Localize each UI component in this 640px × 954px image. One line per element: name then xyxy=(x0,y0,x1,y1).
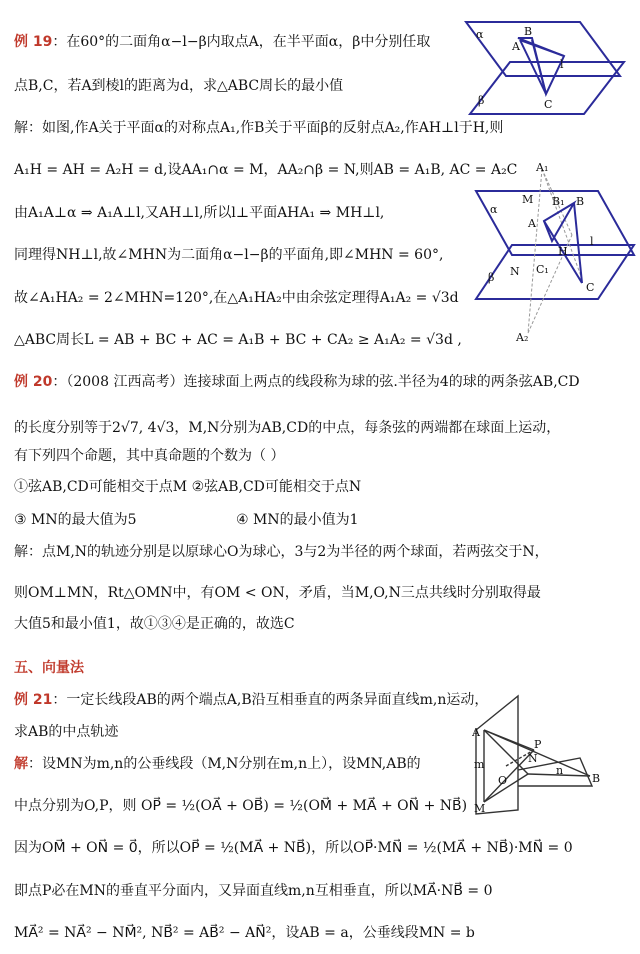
ex21-line-1 xyxy=(14,690,488,710)
ex19-line-6: 同理得NH⊥l,故∠MHN为二面角α−l−β的平面角,即∠MHN = 60°, xyxy=(14,247,444,263)
fig2-C1: C₁ xyxy=(536,263,549,276)
ex20-line-7: 则OM⊥MN，Rt△OMN中，有OM < ON，矛盾，当M,O,N三点共线时分别取得最 xyxy=(14,585,541,601)
fig3-M: M xyxy=(474,802,486,815)
fig3-n: n xyxy=(556,764,564,777)
fig1-B: B xyxy=(524,25,533,38)
ex20-line-4: ①弦AB,CD可能相交于点M ②弦AB,CD可能相交于点N xyxy=(14,479,362,495)
figure-reflection xyxy=(470,163,636,343)
ex21-line-3 xyxy=(14,754,421,774)
fig1-A: A xyxy=(512,40,520,53)
ex19-line-1 xyxy=(14,32,430,52)
fig2-B1: B₁ xyxy=(552,195,565,208)
fig2-H: H xyxy=(558,245,568,258)
ex21-line-7: MA⃗² = NA⃗² − NM⃗², NB⃗² = AB⃗² − AN⃗²，设AB = a，公垂线段MN = b xyxy=(14,925,475,941)
fig2-beta: β xyxy=(488,271,495,284)
fig2-A2: A₂ xyxy=(516,331,529,343)
ex19-line-5: 由A₁A⊥α ⇒ A₁A⊥l,又AH⊥l,所以l⊥平面AHA₁ ⇒ MH⊥l, xyxy=(14,205,385,221)
ex19-line-3: 解：如图,作A关于平面α的对称点A₁,作B关于平面β的反射点A₂,作AH⊥l于H,则 xyxy=(14,120,504,136)
ex19-line-8: △ABC周长L = AB + BC + AC = A₁B + BC + CA₂ ≥ A₁A₂ = √3d , xyxy=(14,332,462,348)
ex20-line-8: 大值5和最小值1，故①③④是正确的，故选C xyxy=(14,616,295,632)
ex19-line-4: A₁H = AH = A₂H = d,设AA₁∩α = M，AA₂∩β = N,则AB = A₁B, AC = A₂C xyxy=(14,162,518,178)
ex20-line-1 xyxy=(14,372,580,392)
fig2-B: B xyxy=(576,195,585,208)
ex20-line-3: 有下列四个命题，其中真命题的个数为（ ） xyxy=(14,448,285,464)
ex19-line-2: 点B,C，若A到棱l的距离为d，求△ABC周长的最小值 xyxy=(14,78,344,94)
fig1-l: l xyxy=(560,58,564,71)
fig1-C: C xyxy=(544,98,553,111)
ex19-line-7: 故∠A₁HA₂ = 2∠MHN=120°,在△A₁HA₂中由余弦定理得A₁A₂ = √3d xyxy=(14,290,459,306)
fig1-beta: β xyxy=(478,94,485,107)
fig3-O: O xyxy=(498,774,508,787)
fig3-m: m xyxy=(474,758,485,771)
ex20-line-6: 解：点M,N的轨迹分别是以原球心O为球心，3与2为半径的两个球面，若两弦交于N， xyxy=(14,544,549,560)
fig3-B: B xyxy=(592,772,601,785)
fig3-P: P xyxy=(534,738,542,751)
figure-dihedral-angle xyxy=(460,18,630,118)
ex21-line-5: 因为OM⃗ + ON⃗ = 0⃗，所以OP⃗ = ½(MA⃗ + NB⃗)，所以OP⃗·MN⃗ = ½(MA⃗ + NB⃗)·MN⃗ = 0 xyxy=(14,840,573,856)
fig2-l: l xyxy=(590,235,594,248)
fig2-alpha: α xyxy=(490,203,498,216)
fig1-alpha: α xyxy=(476,28,484,41)
section-vector-method: 五、向量法 xyxy=(14,660,84,676)
fig2-A: A xyxy=(528,217,536,230)
ex21-line-2: 求AB的中点轨迹 xyxy=(14,724,119,740)
ex20-label: 例 20 xyxy=(14,374,53,390)
figure-skew-lines xyxy=(472,690,622,820)
ex19-label: 例 19 xyxy=(14,34,53,50)
fig3-N: N xyxy=(528,752,538,765)
ex21-label: 例 21 xyxy=(14,692,53,708)
ex19-text-1: ：在60°的二面角α−l−β内取点A，在半平面α，β中分别任取 xyxy=(52,34,431,50)
ex20-line-5a: ③ MN的最大值为5 xyxy=(14,512,137,528)
ex21-text-3: ：设MN为m,n的公垂线段（M,N分别在m,n上），设MN,AB的 xyxy=(28,756,421,772)
fig2-N: N xyxy=(510,265,520,278)
ex21-text-1: ：一定长线段AB的两个端点A,B沿互相垂直的两条异面直线m,n运动， xyxy=(52,692,489,708)
ex21-line-6: 即点P必在MN的垂直平分面内，又异面直线m,n互相垂直，所以MA⃗·NB⃗ = 0 xyxy=(14,883,493,899)
ex20-text-1: ：（2008 江西高考）连接球面上两点的线段称为球的弦.半径为4的球的两条弦AB,CD xyxy=(52,374,580,390)
ex20-line-5b: ④ MN的最小值为1 xyxy=(236,512,359,528)
fig2-M: M xyxy=(522,193,534,206)
ex21-solution-label: 解 xyxy=(14,756,28,772)
ex20-line-2: 的长度分别等于2√7, 4√3，M,N分别为AB,CD的中点，每条弦的两端都在球面上运动， xyxy=(14,420,561,436)
fig2-A1: A₁ xyxy=(536,163,549,174)
fig2-C: C xyxy=(586,281,595,294)
fig3-A: A xyxy=(472,726,480,739)
ex21-line-4: 中点分别为O,P，则 OP⃗ = ½(OA⃗ + OB⃗) = ½(OM⃗ + MA⃗ + ON⃗ + NB⃗) xyxy=(14,798,468,814)
